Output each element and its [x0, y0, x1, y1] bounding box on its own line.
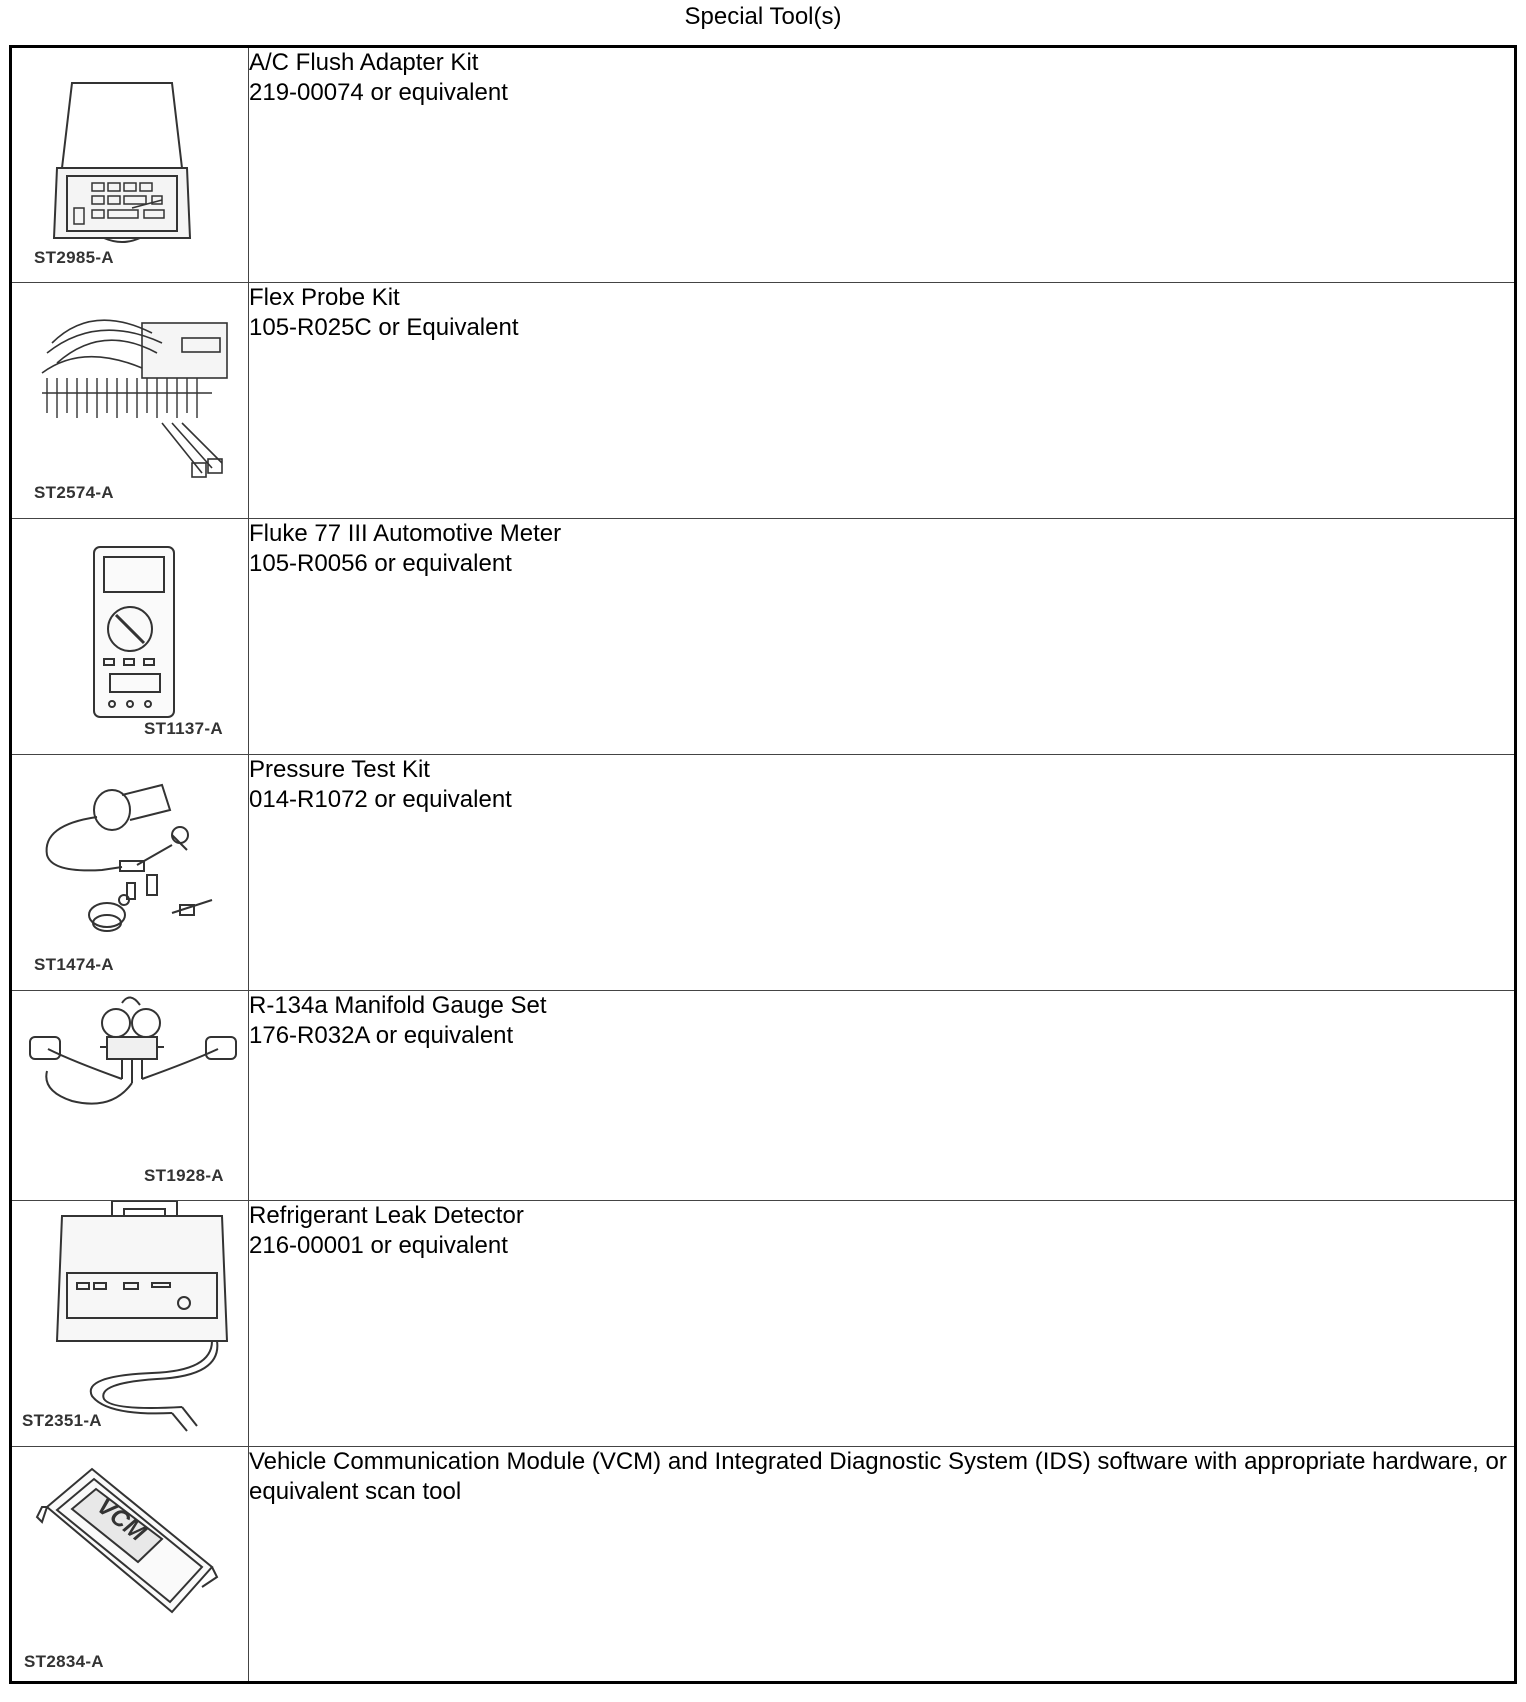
tool-image-cell [11, 755, 249, 991]
tool-code: ST2351-A [22, 1411, 102, 1430]
tool-description: Vehicle Communication Module (VCM) and Integrated Diagnostic System (IDS) software with appropriate hardware, or equivalent scan tool [249, 1448, 1507, 1505]
tool-part-number: 014-R1072 or equivalent [249, 786, 512, 813]
tool-description: Fluke 77 III Automotive Meter [249, 520, 562, 547]
tool-text-cell [249, 47, 1516, 283]
tool-image-cell [11, 47, 249, 283]
tool-description: Refrigerant Leak Detector [249, 1202, 524, 1229]
tool-text-cell [249, 519, 1516, 755]
tool-image-cell [11, 519, 249, 755]
tool-text-cell [249, 1447, 1516, 1683]
tool-text-cell [249, 755, 1516, 991]
tool-part-number: 219-00074 or equivalent [249, 79, 508, 106]
tool-image-cell [11, 991, 249, 1201]
tool-image-cell [11, 1201, 249, 1447]
vcm-logo-text: VCM [91, 1492, 151, 1547]
tool-part-number: 216-00001 or equivalent [249, 1232, 508, 1259]
tool-image-cell [11, 1447, 249, 1683]
tool-code: ST2985-A [34, 248, 114, 267]
tool-text-cell [249, 283, 1516, 519]
tool-text-cell [249, 991, 1516, 1201]
page-title: Special Tool(s) [684, 3, 842, 30]
tool-code: ST1928-A [144, 1166, 224, 1185]
tool-description: Flex Probe Kit [249, 284, 400, 311]
vcm-module-icon [12, 1447, 248, 1683]
table-row [11, 283, 1516, 519]
table-row [11, 991, 1516, 1201]
tool-code: ST1137-A [144, 719, 223, 738]
table-row [11, 519, 1516, 755]
tool-text-cell [249, 1201, 1516, 1447]
tool-code: ST2574-A [34, 483, 114, 502]
special-tools-table [9, 45, 1517, 1684]
table-row [11, 1201, 1516, 1447]
tool-description: R-134a Manifold Gauge Set [249, 992, 547, 1019]
tool-code: ST2834-A [24, 1652, 104, 1671]
tool-part-number: 105-R0056 or equivalent [249, 550, 512, 577]
tool-description: Pressure Test Kit [249, 756, 430, 783]
tool-part-number: 176-R032A or equivalent [249, 1022, 514, 1049]
tool-description: A/C Flush Adapter Kit [249, 49, 479, 76]
tool-part-number: 105-R025C or Equivalent [249, 314, 519, 341]
tool-code: ST1474-A [34, 955, 114, 974]
table-row [11, 47, 1516, 283]
tool-image-cell [11, 283, 249, 519]
table-row [11, 755, 1516, 991]
table-row [11, 1447, 1516, 1683]
